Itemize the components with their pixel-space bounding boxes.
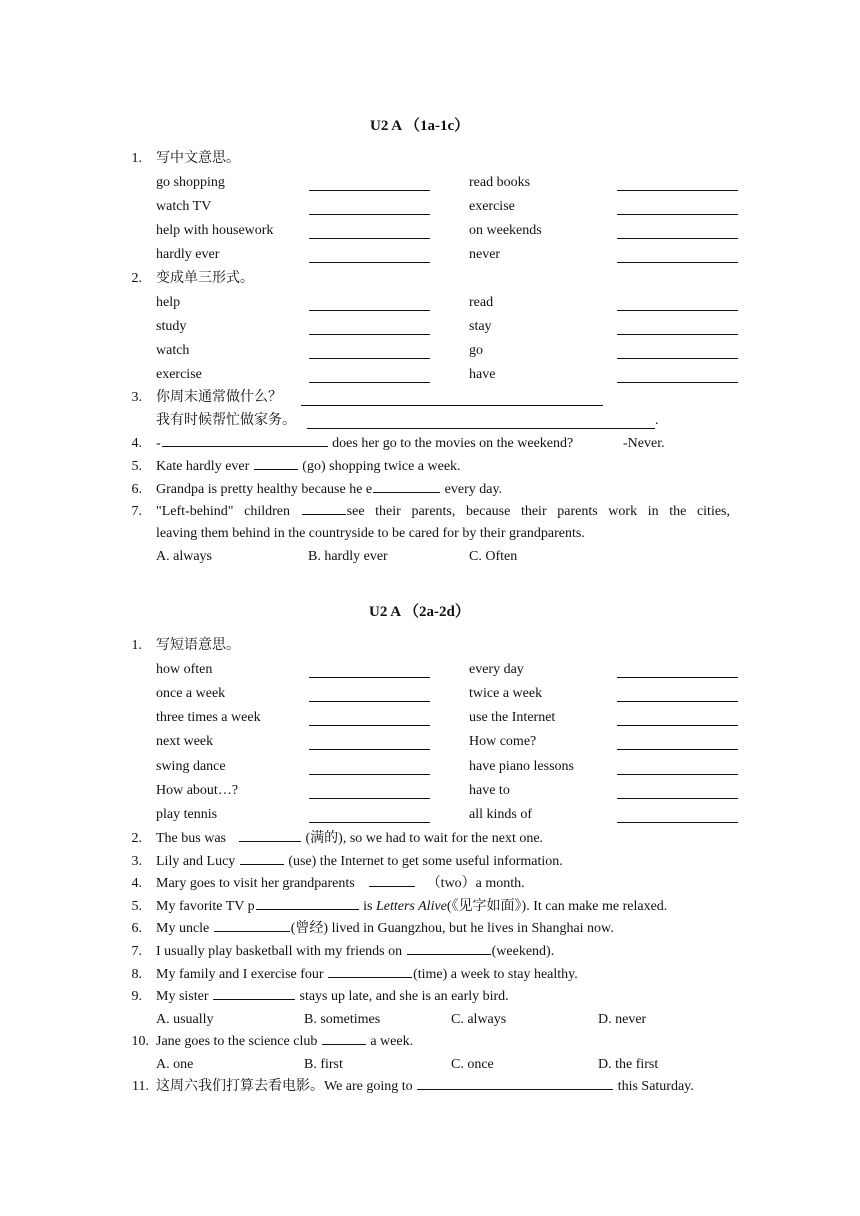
answer-blank[interactable] [309,261,430,263]
section1-title: U2 A （1a-1c） [370,118,470,134]
s2-q9-option-a: A. usually [156,1012,214,1027]
answer-blank[interactable] [617,797,738,799]
answer-blank[interactable] [617,724,738,726]
s2-q9-option-b: B. sometimes [304,1012,381,1027]
s2-q10-text [156,1034,413,1050]
answer-blank[interactable] [309,700,430,702]
answer-blank[interactable] [309,797,430,799]
s2-q7-text [156,944,554,960]
answer-blank[interactable] [617,381,738,383]
s2-q9-option-d: D. never [598,1012,647,1027]
answer-blank[interactable] [617,309,738,311]
answer-blank[interactable] [256,908,359,910]
q7-option-c: C. Often [469,549,518,564]
answer-blank[interactable] [309,237,430,239]
vocab-item: study [156,319,187,334]
s2-q7-pre: I usually play basketball with my friends on [156,944,406,959]
answer-blank[interactable] [309,189,430,191]
vocab-item: never [469,247,501,262]
vocab-item: exercise [469,199,515,214]
s2-q9-text [156,989,509,1005]
vocab-item: stay [469,319,492,334]
q5-pre: Kate hardly ever [156,459,253,474]
answer-blank[interactable] [617,821,738,823]
s2-q9-post: stays up late, and she is an early bird. [296,989,509,1004]
s2-q5-number: 5. [131,899,142,914]
s2-q6-number: 6. [131,921,142,936]
answer-blank[interactable] [407,953,491,955]
answer-blank[interactable] [214,930,290,932]
q1-prompt: 写中文意思。 [156,151,240,166]
s2-q10-number: 10. [131,1034,149,1049]
s2-q4-pre: Mary goes to visit her grandparents [156,876,355,891]
answer-blank[interactable] [617,213,738,215]
q4-answer: -Never. [623,436,665,451]
answer-blank[interactable] [254,468,298,470]
answer-blank[interactable] [239,840,301,842]
s2-q4-text [156,876,525,892]
answer-blank[interactable] [309,724,430,726]
s2-q4-number: 4. [131,876,142,891]
answer-blank[interactable] [617,261,738,263]
s2-q3-number: 3. [131,854,142,869]
answer-blank[interactable] [240,863,284,865]
q2-prompt: 变成单三形式。 [156,271,254,286]
s2-q8-post: (time) a week to stay healthy. [413,967,578,982]
phrase-item: next week [156,734,214,749]
s2-q10-option-b: B. first [304,1057,343,1072]
s2-q6-pre: My uncle [156,921,213,936]
answer-blank[interactable] [309,213,430,215]
q4-number: 4. [131,436,142,451]
phrase-item: How about…? [156,783,239,798]
q3-line2: 我有时候帮忙做家务。 [156,413,296,428]
phrase-item: have to [469,783,510,798]
s2-q10-option-a: A. one [156,1057,194,1072]
answer-blank[interactable] [309,333,430,335]
s2-q2-text [156,831,543,847]
answer-blank[interactable] [617,333,738,335]
s2-q3-pre: Lily and Lucy [156,854,239,869]
s2-q9-option-c: C. always [451,1012,507,1027]
q7-option-b: B. hardly ever [308,549,388,564]
s2-q11-pre: 这周六我们打算去看电影。We are going to [156,1079,417,1094]
q7-option-a: A. always [156,549,212,564]
q3-line1: 你周末通常做什么？ [156,390,282,405]
q5-number: 5. [131,459,142,474]
answer-blank[interactable] [213,998,295,1000]
answer-blank[interactable] [617,748,738,750]
s2-q9-pre: My sister [156,989,212,1004]
s2-q2-number: 2. [131,831,142,846]
s2-q11-number: 11. [132,1079,149,1094]
s2-q8-text [156,967,578,983]
q7-pre: "Left-behind" children [156,504,301,519]
q3-end-period: . [655,413,659,428]
s2-q11-text [156,1079,694,1095]
vocab-item: have [469,367,496,382]
s2-q1-number: 1. [131,638,142,653]
s2-q10-post: a week. [366,1034,414,1049]
vocab-item: watch [156,343,190,358]
answer-blank[interactable] [617,189,738,191]
answer-blank[interactable] [373,491,440,493]
vocab-item: exercise [156,367,202,382]
answer-blank[interactable] [617,357,738,359]
q4-text [156,436,573,452]
q7-line2: leaving them behind in the countryside to be cared for by their grandparents. [156,526,585,541]
phrase-item: how often [156,662,213,677]
s2-q5-post: (《见字如面》). It can make me relaxed. [446,899,668,914]
phrase-item: play tennis [156,807,218,822]
s2-q5-mid: is [359,899,376,914]
q1-number: 1. [131,151,142,166]
answer-blank[interactable] [617,773,738,775]
program-name: Letters Alive [375,899,447,914]
phrase-item: once a week [156,686,226,701]
answer-blank[interactable] [617,237,738,239]
q7-number: 7. [131,504,142,519]
answer-blank[interactable] [322,1043,366,1045]
phrase-item: three times a week [156,710,261,725]
answer-blank[interactable] [309,821,430,823]
q6-post: every day. [441,482,503,497]
vocab-item: read [469,295,494,310]
answer-blank[interactable] [309,381,430,383]
vocab-item: read books [469,175,531,190]
s2-q8-number: 8. [131,967,142,982]
vocab-item: help [156,295,181,310]
s2-q4-post: （two）a month. [426,876,525,891]
s2-q2-post: (满的), so we had to wait for the next one. [302,831,544,846]
vocab-item: watch TV [156,199,212,214]
phrase-item: use the Internet [469,710,556,725]
q7-line1 [156,504,730,520]
s2-q5-pre: My favorite TV p [156,899,255,914]
s2-q6-post: (曾经) lived in Guangzhou, but he lives in Shanghai now. [290,921,614,936]
answer-blank[interactable] [301,404,603,406]
s2-q11-post: this Saturday. [614,1079,694,1094]
answer-blank[interactable] [417,1088,613,1090]
q5-post: (go) shopping twice a week. [298,459,461,474]
s2-q6-text [156,921,614,937]
answer-blank[interactable] [309,676,430,678]
s2-q5-text [156,899,667,915]
answer-blank[interactable] [617,700,738,702]
q2-number: 2. [131,271,142,286]
answer-blank[interactable] [309,309,430,311]
s2-q10-option-c: C. once [451,1057,494,1072]
s2-q7-number: 7. [131,944,142,959]
phrase-item: every day [469,662,524,677]
s2-q2-pre: The bus was [156,831,226,846]
phrase-item: all kinds of [469,807,532,822]
s2-q9-number: 9. [131,989,142,1004]
vocab-item: hardly ever [156,247,220,262]
answer-blank[interactable] [328,976,412,978]
answer-blank[interactable] [309,773,430,775]
answer-blank[interactable] [307,427,655,429]
s2-q3-text [156,854,563,870]
answer-blank[interactable] [302,513,346,515]
s2-q7-post: (weekend). [491,944,555,959]
q3-number: 3. [131,390,142,405]
s2-q8-pre: My family and I exercise four [156,967,328,982]
answer-blank[interactable] [162,445,328,447]
s2-q10-option-d: D. the first [598,1057,659,1072]
answer-blank[interactable] [617,676,738,678]
q7-post: see their parents, because their parents work in the cities, [346,504,731,519]
q6-pre: Grandpa is pretty healthy because he e [156,482,373,497]
phrase-item: How come? [469,734,537,749]
phrase-item: swing dance [156,759,226,774]
phrase-item: have piano lessons [469,759,574,774]
answer-blank[interactable] [309,748,430,750]
q5-text [156,459,461,475]
q4-dash: - [156,436,161,451]
q6-text [156,482,502,498]
answer-blank[interactable] [309,357,430,359]
s2-q3-post: (use) the Internet to get some useful information. [284,854,563,869]
vocab-item: go shopping [156,175,225,190]
answer-blank[interactable] [369,885,415,887]
q4-question: does her go to the movies on the weekend? [328,436,574,451]
vocab-item: help with housework [156,223,274,238]
s2-q10-pre: Jane goes to the science club [156,1034,321,1049]
q6-number: 6. [131,482,142,497]
section2-title: U2 A （2a-2d） [369,604,470,620]
phrase-item: twice a week [469,686,543,701]
vocab-item: go [469,343,483,358]
vocab-item: on weekends [469,223,542,238]
s2-q1-prompt: 写短语意思。 [156,638,240,653]
